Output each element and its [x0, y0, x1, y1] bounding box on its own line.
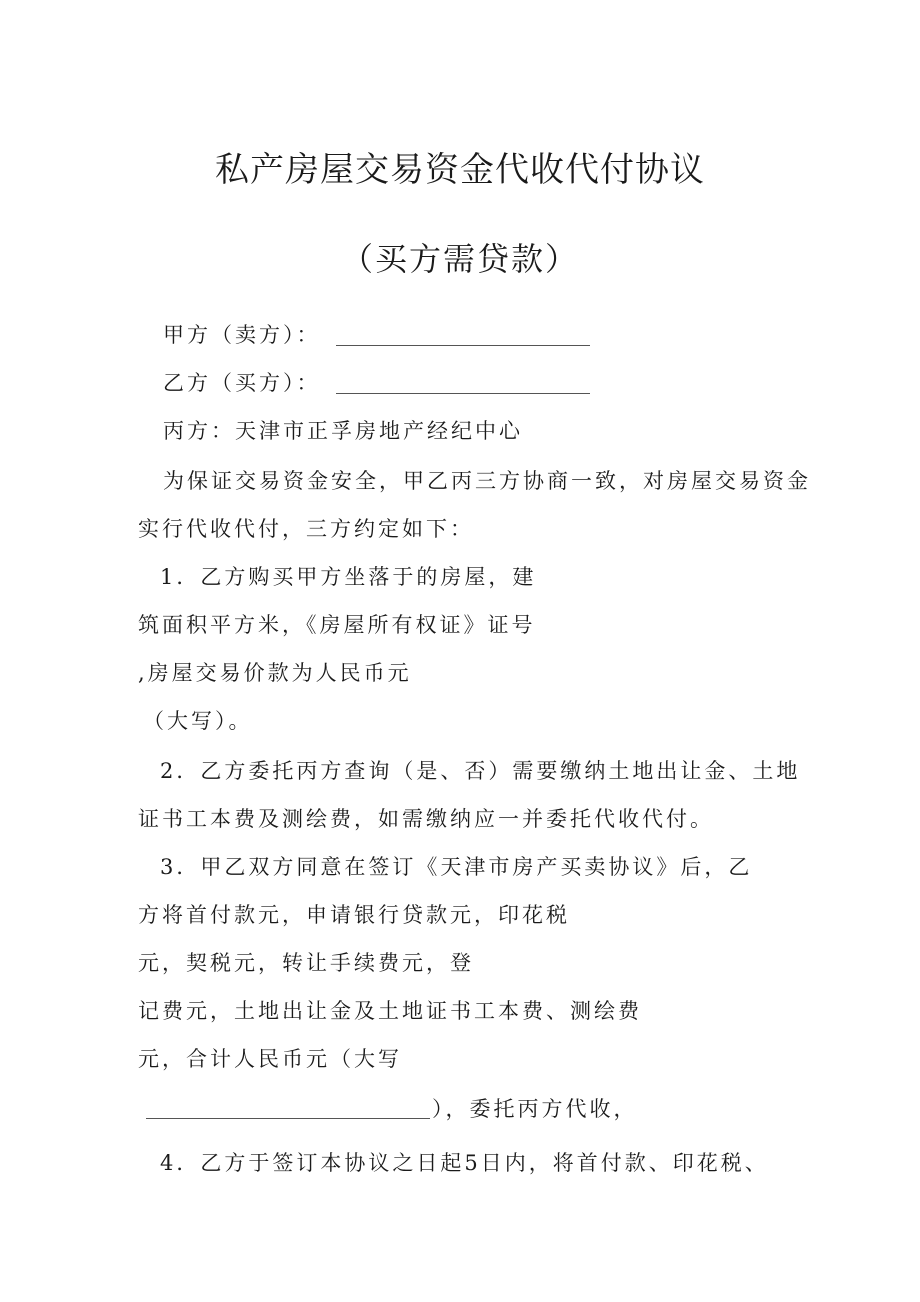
intro-line-1: 为保证交易资金安全，甲乙丙三方协商一致，对房屋交易资金 — [163, 469, 811, 493]
party-b-label: 乙方（买方）： — [163, 371, 321, 395]
clause-3-line-4: 记费元，土地出让金及土地证书工本费、测绘费 — [138, 999, 642, 1023]
clause-1-line-1: 1．乙方购买甲方坐落于的房屋，建 — [160, 565, 537, 589]
clause-3-line-1: 3．甲乙双方同意在签订《天津市房产买卖协议》后，乙 — [160, 855, 753, 879]
clause-1-line-4: （大写）。 — [143, 709, 253, 733]
party-b-blank — [336, 393, 590, 394]
clause-2-line-2: 证书工本费及测绘费，如需缴纳应一并委托代收代付。 — [138, 807, 714, 831]
party-c-label: 丙方：天津市正孚房地产经纪中心 — [163, 419, 523, 443]
clause-2-line-1: 2．乙方委托丙方查询（是、否）需要缴纳土地出让金、土地 — [160, 759, 801, 783]
clause-1-line-2: 筑面积平方米，《房屋所有权证》证号 — [138, 613, 536, 637]
clause-1-line-3: ,房屋交易价款为人民币元 — [138, 661, 412, 685]
clause-4-line-1: 4．乙方于签订本协议之日起5日内，将首付款、印花税、 — [160, 1151, 769, 1175]
clause-3-line-6: ），委托丙方代收， — [432, 1097, 638, 1121]
party-a-blank — [336, 345, 590, 346]
clause-3-line-5: 元，合计人民币元（大写 — [138, 1047, 402, 1071]
clause-3-line-3: 元，契税元，转让手续费元，登 — [138, 951, 474, 975]
document-title: 私产房屋交易资金代收代付协议 — [215, 150, 705, 190]
party-a-label: 甲方（卖方）： — [163, 323, 321, 347]
amount-words-blank — [146, 1118, 430, 1119]
intro-line-2: 实行代收代付，三方约定如下： — [138, 517, 474, 541]
document-subtitle: （买方需贷款） — [340, 240, 579, 278]
clause-3-line-2: 方将首付款元，申请银行贷款元，印花税 — [138, 903, 570, 927]
